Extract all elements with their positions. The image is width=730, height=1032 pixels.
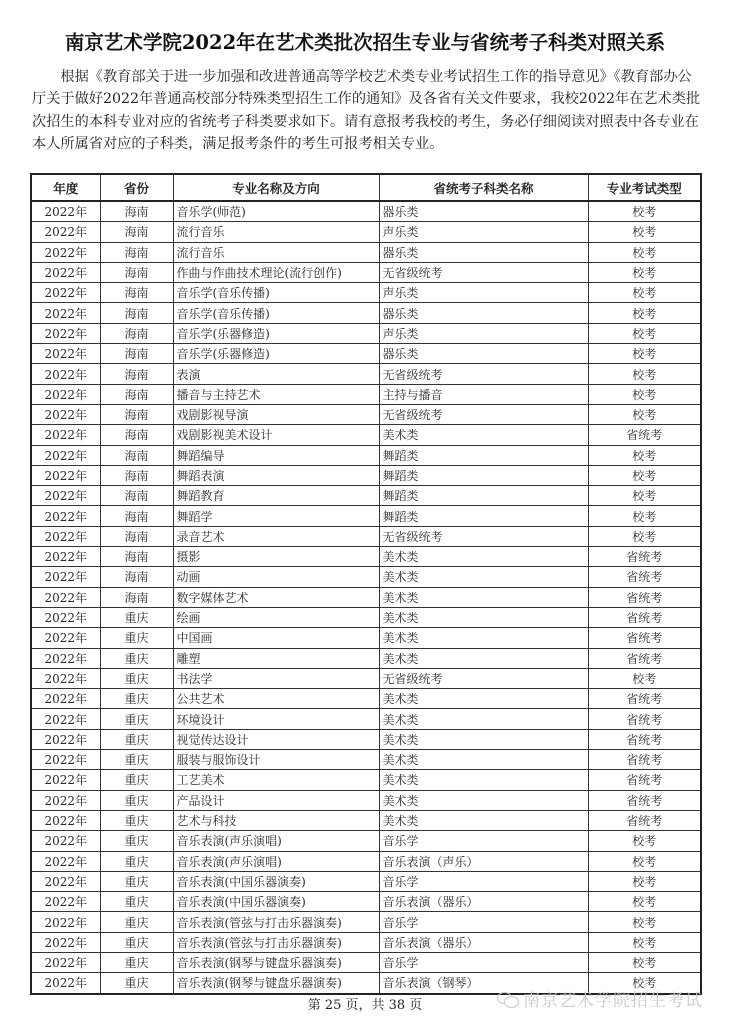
- cell-year: 2022年: [31, 222, 100, 242]
- cell-year: 2022年: [31, 668, 100, 688]
- cell-exam-type: 省统考: [588, 587, 701, 607]
- cell-exam-type: 校考: [588, 912, 701, 932]
- cell-exam-type: 校考: [588, 445, 701, 465]
- cell-major: 工艺美术: [173, 770, 379, 790]
- cell-subcategory: 美术类: [379, 425, 588, 445]
- cell-year: 2022年: [31, 628, 100, 648]
- cell-subcategory: 美术类: [379, 648, 588, 668]
- cell-province: 重庆: [100, 810, 173, 830]
- cell-province: 重庆: [100, 648, 173, 668]
- cell-subcategory: 无省级统考: [379, 668, 588, 688]
- cell-subcategory: 无省级统考: [379, 526, 588, 546]
- cell-year: 2022年: [31, 851, 100, 871]
- mapping-table: [30, 173, 702, 995]
- cell-exam-type: 校考: [588, 932, 701, 952]
- cell-year: 2022年: [31, 506, 100, 526]
- table-row: [31, 628, 701, 648]
- cell-exam-type: 校考: [588, 242, 701, 262]
- cell-year: 2022年: [31, 607, 100, 627]
- cell-province: 重庆: [100, 973, 173, 994]
- cell-province: 重庆: [100, 750, 173, 770]
- cell-exam-type: 校考: [588, 262, 701, 282]
- cell-year: 2022年: [31, 486, 100, 506]
- table-row: [31, 689, 701, 709]
- table-row: [31, 201, 701, 222]
- cell-subcategory: 舞蹈类: [379, 465, 588, 485]
- cell-province: 重庆: [100, 729, 173, 749]
- cell-province: 海南: [100, 425, 173, 445]
- table-row: [31, 810, 701, 830]
- cell-exam-type: 校考: [588, 892, 701, 912]
- intro-text: 根据《教育部关于进一步加强和改进普通高等学校艺术类专业考试招生工作的指导意见》《教育部办公厅关于做好2022年普通高校部分特殊类型招生工作的通知》及各省有关文件要求，我校2022年在艺术类批次招生的本科专业对应的省统考子科类要求如下。请有意报考我校的考生，务必仔细阅读对照表中各专业在本人所属省对应的子科类，满足报考条件的考生可报考相关专业。: [32, 69, 701, 153]
- cell-exam-type: 校考: [588, 222, 701, 242]
- cell-exam-type: 校考: [588, 344, 701, 364]
- cell-province: 海南: [100, 201, 173, 222]
- table-row: [31, 303, 701, 323]
- cell-subcategory: 音乐表演（声乐）: [379, 851, 588, 871]
- cell-major: 音乐表演(中国乐器演奏): [173, 892, 379, 912]
- cell-year: 2022年: [31, 283, 100, 303]
- cell-year: 2022年: [31, 952, 100, 972]
- cell-province: 重庆: [100, 689, 173, 709]
- table-row: [31, 851, 701, 871]
- cell-exam-type: 校考: [588, 465, 701, 485]
- cell-major: 舞蹈编导: [173, 445, 379, 465]
- cell-major: 艺术与科技: [173, 810, 379, 830]
- cell-province: 海南: [100, 547, 173, 567]
- cell-year: 2022年: [31, 445, 100, 465]
- header-exam-type: 专业考试类型: [588, 174, 701, 201]
- cell-subcategory: 美术类: [379, 547, 588, 567]
- cell-province: 海南: [100, 222, 173, 242]
- cell-major: 播音与主持艺术: [173, 384, 379, 404]
- cell-year: 2022年: [31, 344, 100, 364]
- cell-major: 舞蹈教育: [173, 486, 379, 506]
- cell-province: 海南: [100, 242, 173, 262]
- cell-major: 数字媒体艺术: [173, 587, 379, 607]
- cell-subcategory: 音乐表演（器乐）: [379, 892, 588, 912]
- table-row: [31, 770, 701, 790]
- table-row: [31, 648, 701, 668]
- cell-exam-type: 省统考: [588, 750, 701, 770]
- cell-province: 海南: [100, 506, 173, 526]
- table-row: [31, 607, 701, 627]
- cell-year: 2022年: [31, 242, 100, 262]
- cell-subcategory: 美术类: [379, 689, 588, 709]
- cell-major: 戏剧影视导演: [173, 404, 379, 424]
- cell-year: 2022年: [31, 912, 100, 932]
- cell-province: 重庆: [100, 871, 173, 891]
- cell-subcategory: 美术类: [379, 628, 588, 648]
- cell-year: 2022年: [31, 262, 100, 282]
- cell-subcategory: 无省级统考: [379, 404, 588, 424]
- cell-year: 2022年: [31, 384, 100, 404]
- table-row: [31, 242, 701, 262]
- table-row: [31, 262, 701, 282]
- cell-year: 2022年: [31, 425, 100, 445]
- cell-major: 动画: [173, 567, 379, 587]
- cell-province: 海南: [100, 323, 173, 343]
- cell-subcategory: 音乐学: [379, 952, 588, 972]
- cell-major: 雕塑: [173, 648, 379, 668]
- table-row: [31, 932, 701, 952]
- cell-subcategory: 舞蹈类: [379, 445, 588, 465]
- cell-province: 海南: [100, 587, 173, 607]
- cell-exam-type: 省统考: [588, 729, 701, 749]
- table-row: [31, 790, 701, 810]
- cell-major: 音乐表演(钢琴与键盘乐器演奏): [173, 973, 379, 994]
- cell-exam-type: 校考: [588, 506, 701, 526]
- watermark-text: 南京艺术学院招生考试: [523, 991, 703, 1011]
- cell-exam-type: 省统考: [588, 628, 701, 648]
- table-body: [31, 201, 701, 994]
- table-row: [31, 526, 701, 546]
- cell-year: 2022年: [31, 770, 100, 790]
- cell-exam-type: 校考: [588, 404, 701, 424]
- cell-year: 2022年: [31, 709, 100, 729]
- cell-year: 2022年: [31, 567, 100, 587]
- cell-province: 重庆: [100, 932, 173, 952]
- cell-province: 海南: [100, 283, 173, 303]
- cell-province: 重庆: [100, 607, 173, 627]
- cell-subcategory: 音乐学: [379, 912, 588, 932]
- cell-exam-type: 校考: [588, 303, 701, 323]
- cell-major: 视觉传达设计: [173, 729, 379, 749]
- cell-province: 重庆: [100, 770, 173, 790]
- cell-year: 2022年: [31, 364, 100, 384]
- cell-major: 公共艺术: [173, 689, 379, 709]
- cell-major: 音乐学(乐器修造): [173, 323, 379, 343]
- cell-subcategory: 美术类: [379, 750, 588, 770]
- cell-major: 摄影: [173, 547, 379, 567]
- watermark: [497, 986, 703, 1011]
- cell-province: 重庆: [100, 790, 173, 810]
- cell-year: 2022年: [31, 648, 100, 668]
- table-row: [31, 283, 701, 303]
- cell-province: 重庆: [100, 952, 173, 972]
- cell-year: 2022年: [31, 790, 100, 810]
- table-row: [31, 486, 701, 506]
- page-number: 第 25 页，共 38 页: [307, 998, 423, 1013]
- header-major: 专业名称及方向: [173, 174, 379, 201]
- cell-subcategory: 美术类: [379, 729, 588, 749]
- cell-subcategory: 舞蹈类: [379, 506, 588, 526]
- cell-year: 2022年: [31, 729, 100, 749]
- cell-province: 海南: [100, 567, 173, 587]
- table-row: [31, 912, 701, 932]
- cell-major: 音乐学(师范): [173, 201, 379, 222]
- cell-major: 音乐表演(管弦与打击乐器演奏): [173, 912, 379, 932]
- cell-year: 2022年: [31, 689, 100, 709]
- cell-major: 中国画: [173, 628, 379, 648]
- cell-year: 2022年: [31, 973, 100, 994]
- cell-exam-type: 校考: [588, 323, 701, 343]
- cell-year: 2022年: [31, 201, 100, 222]
- cell-subcategory: 无省级统考: [379, 364, 588, 384]
- cell-subcategory: 美术类: [379, 770, 588, 790]
- cell-subcategory: 音乐学: [379, 831, 588, 851]
- cell-exam-type: 校考: [588, 283, 701, 303]
- cell-year: 2022年: [31, 404, 100, 424]
- table-row: [31, 952, 701, 972]
- intro-paragraph: [32, 66, 702, 156]
- table-row: [31, 465, 701, 485]
- cell-subcategory: 器乐类: [379, 201, 588, 222]
- cell-major: 戏剧影视美术设计: [173, 425, 379, 445]
- cell-major: 音乐表演(钢琴与键盘乐器演奏): [173, 952, 379, 972]
- cell-year: 2022年: [31, 303, 100, 323]
- table-row: [31, 831, 701, 851]
- cell-province: 重庆: [100, 892, 173, 912]
- cell-province: 重庆: [100, 668, 173, 688]
- cell-subcategory: 声乐类: [379, 222, 588, 242]
- cell-subcategory: 美术类: [379, 567, 588, 587]
- cell-exam-type: 省统考: [588, 770, 701, 790]
- cell-subcategory: 美术类: [379, 810, 588, 830]
- cell-province: 重庆: [100, 831, 173, 851]
- table-row: [31, 222, 701, 242]
- cell-subcategory: 器乐类: [379, 344, 588, 364]
- cell-major: 产品设计: [173, 790, 379, 810]
- cell-major: 音乐表演(管弦与打击乐器演奏): [173, 932, 379, 952]
- cell-year: 2022年: [31, 831, 100, 851]
- cell-subcategory: 美术类: [379, 587, 588, 607]
- header-year: 年度: [31, 174, 100, 201]
- cell-province: 海南: [100, 384, 173, 404]
- table-row: [31, 892, 701, 912]
- cell-exam-type: 校考: [588, 973, 701, 994]
- cell-exam-type: 省统考: [588, 709, 701, 729]
- cell-exam-type: 校考: [588, 851, 701, 871]
- cell-year: 2022年: [31, 323, 100, 343]
- cell-exam-type: 校考: [588, 201, 701, 222]
- table-header-row: [31, 174, 701, 201]
- cell-year: 2022年: [31, 750, 100, 770]
- cell-province: 海南: [100, 445, 173, 465]
- cell-major: 流行音乐: [173, 242, 379, 262]
- cell-province: 海南: [100, 486, 173, 506]
- cell-subcategory: 器乐类: [379, 242, 588, 262]
- table-row: [31, 425, 701, 445]
- cell-subcategory: 美术类: [379, 709, 588, 729]
- cell-province: 海南: [100, 404, 173, 424]
- table-row: [31, 709, 701, 729]
- cell-province: 重庆: [100, 709, 173, 729]
- table-row: [31, 668, 701, 688]
- cell-major: 录音艺术: [173, 526, 379, 546]
- cell-exam-type: 校考: [588, 871, 701, 891]
- cell-subcategory: 音乐学: [379, 871, 588, 891]
- cell-exam-type: 省统考: [588, 648, 701, 668]
- cell-subcategory: 音乐表演（器乐）: [379, 932, 588, 952]
- table-row: [31, 404, 701, 424]
- wechat-icon: [497, 990, 519, 1008]
- table-row: [31, 344, 701, 364]
- table-row: [31, 547, 701, 567]
- cell-major: 流行音乐: [173, 222, 379, 242]
- cell-year: 2022年: [31, 465, 100, 485]
- cell-subcategory: 器乐类: [379, 303, 588, 323]
- cell-province: 重庆: [100, 851, 173, 871]
- cell-year: 2022年: [31, 892, 100, 912]
- cell-major: 绘画: [173, 607, 379, 627]
- cell-major: 书法学: [173, 668, 379, 688]
- table-row: [31, 729, 701, 749]
- cell-subcategory: 舞蹈类: [379, 486, 588, 506]
- cell-exam-type: 校考: [588, 668, 701, 688]
- cell-exam-type: 校考: [588, 526, 701, 546]
- table-row: [31, 567, 701, 587]
- cell-year: 2022年: [31, 810, 100, 830]
- cell-exam-type: 省统考: [588, 607, 701, 627]
- cell-exam-type: 省统考: [588, 790, 701, 810]
- cell-major: 环境设计: [173, 709, 379, 729]
- cell-major: 舞蹈学: [173, 506, 379, 526]
- table-row: [31, 871, 701, 891]
- cell-subcategory: 声乐类: [379, 323, 588, 343]
- cell-major: 音乐学(音乐传播): [173, 283, 379, 303]
- cell-province: 海南: [100, 303, 173, 323]
- cell-exam-type: 校考: [588, 486, 701, 506]
- table-row: [31, 384, 701, 404]
- cell-exam-type: 省统考: [588, 425, 701, 445]
- cell-subcategory: 声乐类: [379, 283, 588, 303]
- cell-subcategory: 主持与播音: [379, 384, 588, 404]
- cell-subcategory: 美术类: [379, 790, 588, 810]
- table-row: [31, 445, 701, 465]
- cell-exam-type: 省统考: [588, 810, 701, 830]
- table-row: [31, 506, 701, 526]
- cell-year: 2022年: [31, 871, 100, 891]
- table-row: [31, 587, 701, 607]
- cell-major: 音乐学(乐器修造): [173, 344, 379, 364]
- cell-province: 海南: [100, 262, 173, 282]
- cell-exam-type: 校考: [588, 952, 701, 972]
- cell-year: 2022年: [31, 932, 100, 952]
- cell-major: 服装与服饰设计: [173, 750, 379, 770]
- cell-major: 舞蹈表演: [173, 465, 379, 485]
- table-row: [31, 364, 701, 384]
- cell-major: 音乐表演(声乐演唱): [173, 831, 379, 851]
- cell-subcategory: 音乐表演（钢琴）: [379, 973, 588, 994]
- cell-province: 海南: [100, 465, 173, 485]
- cell-exam-type: 省统考: [588, 689, 701, 709]
- header-subcategory: 省统考子科类名称: [379, 174, 588, 201]
- document-title: 南京艺术学院2022年在艺术类批次招生专业与省统考子科类对照关系: [64, 31, 666, 54]
- cell-year: 2022年: [31, 526, 100, 546]
- cell-province: 海南: [100, 364, 173, 384]
- cell-year: 2022年: [31, 547, 100, 567]
- cell-exam-type: 省统考: [588, 567, 701, 587]
- cell-exam-type: 校考: [588, 384, 701, 404]
- cell-major: 表演: [173, 364, 379, 384]
- cell-subcategory: 无省级统考: [379, 262, 588, 282]
- header-province: 省份: [100, 174, 173, 201]
- cell-major: 音乐表演(中国乐器演奏): [173, 871, 379, 891]
- cell-province: 海南: [100, 526, 173, 546]
- cell-province: 重庆: [100, 912, 173, 932]
- table-row: [31, 750, 701, 770]
- cell-major: 音乐学(音乐传播): [173, 303, 379, 323]
- cell-major: 音乐表演(声乐演唱): [173, 851, 379, 871]
- cell-province: 海南: [100, 344, 173, 364]
- cell-year: 2022年: [31, 587, 100, 607]
- cell-exam-type: 校考: [588, 364, 701, 384]
- table-row: [31, 323, 701, 343]
- cell-province: 重庆: [100, 628, 173, 648]
- cell-major: 作曲与作曲技术理论(流行创作): [173, 262, 379, 282]
- cell-exam-type: 省统考: [588, 547, 701, 567]
- cell-subcategory: 美术类: [379, 607, 588, 627]
- cell-exam-type: 校考: [588, 831, 701, 851]
